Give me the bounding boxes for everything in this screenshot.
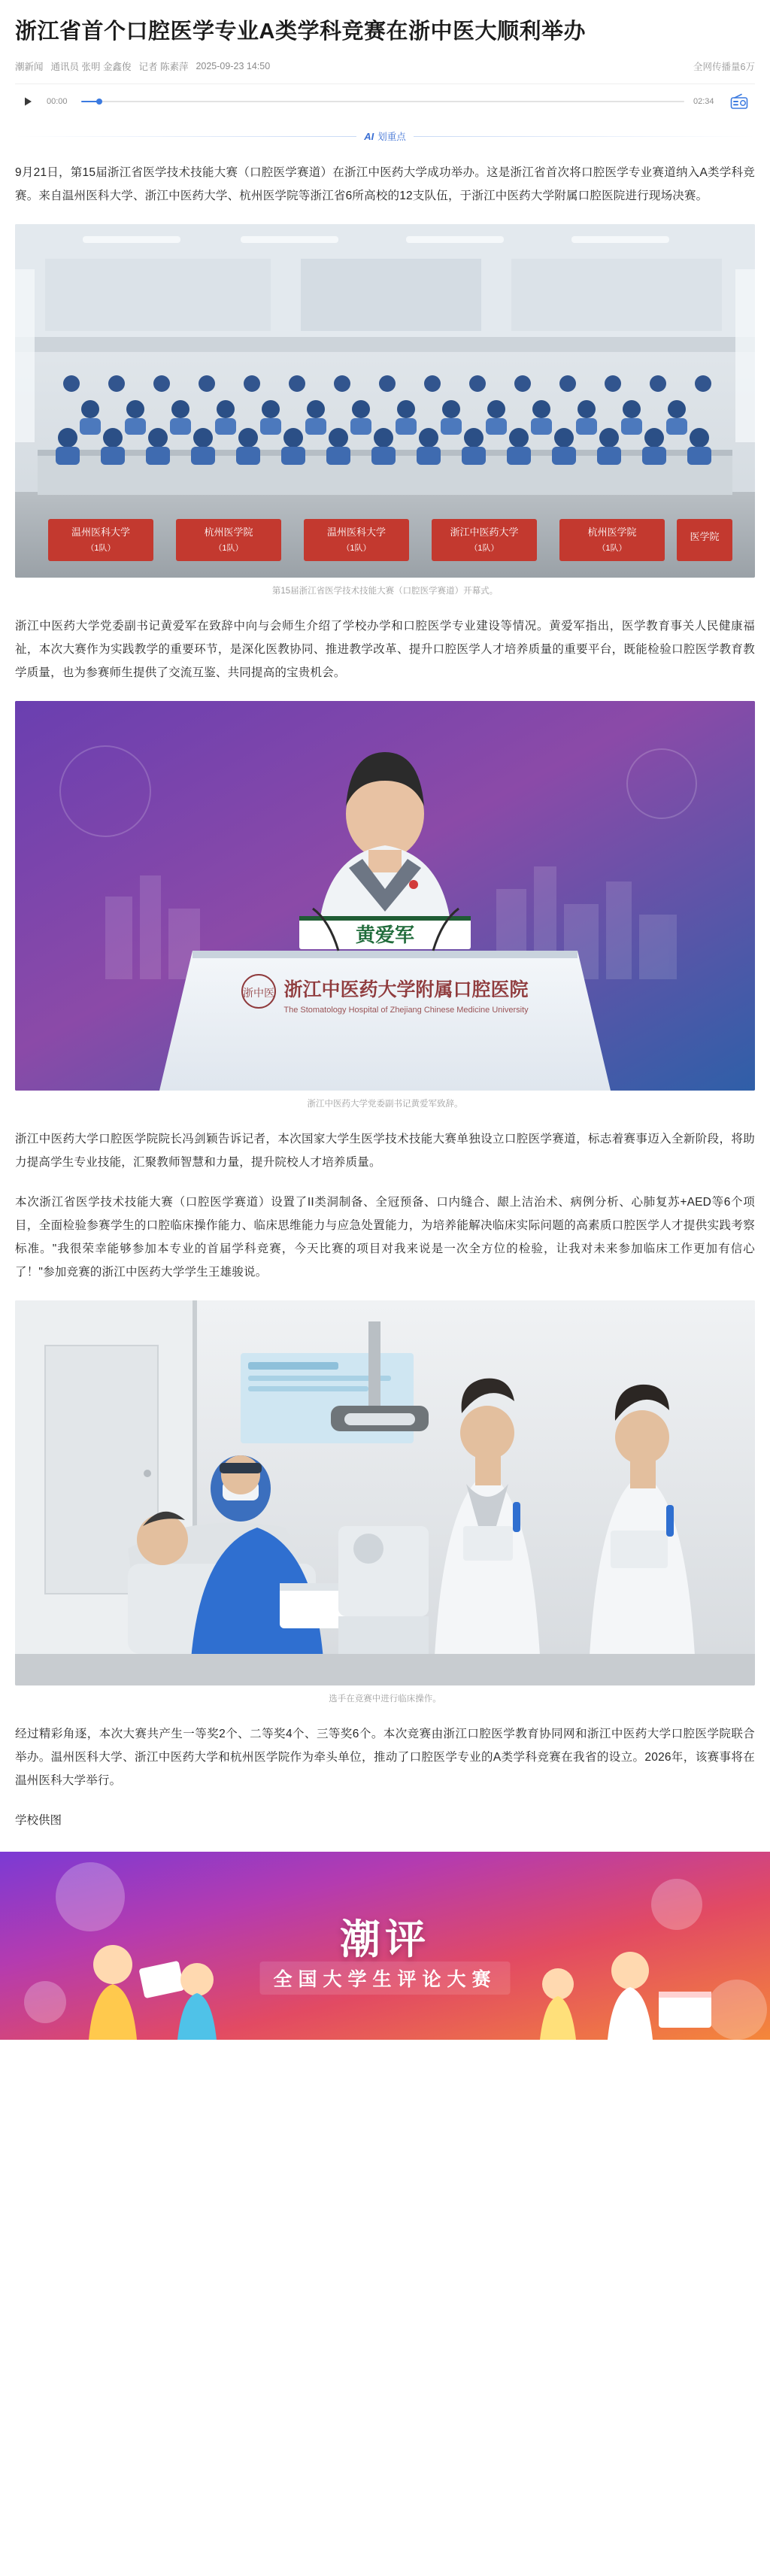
- byline-reporter: 记者 陈素萍: [138, 62, 189, 73]
- svg-text:浙中医: 浙中医: [243, 987, 274, 1000]
- speaker-podium-figure: [15, 701, 755, 1109]
- banner-subtitle: 全国大学生评论大赛: [259, 1962, 510, 1995]
- svg-text:温州医科大学: 温州医科大学: [326, 526, 387, 539]
- speaker-podium-photo: [15, 701, 755, 1091]
- svg-text:（1队）: （1队）: [214, 544, 244, 554]
- byline-views: 全网传播量6万: [693, 62, 755, 73]
- paragraph: 经过精彩角逐，本次大赛共产生一等奖2个、二等奖4个、三等奖6个。本次竞赛由浙江口腔医学教育协同网和浙江中医药大学口腔医学院联合举办。温州医科大学、浙江中医药大学和杭州医学院作为牵头单位，推动了口腔医学专业的A类学科竞赛在我省的设立。2026年，该赛事将在温州医科大学举行。: [15, 1728, 755, 1788]
- svg-text:医学院: 医学院: [690, 531, 720, 543]
- page-title: 浙江省首个口腔医学专业A类学科竞赛在浙中医大顺利举办: [15, 20, 586, 44]
- paragraph: 本次浙江省医学技术技能大赛（口腔医学赛道）设置了II类洞制备、全冠预备、口内缝合、龈上洁治术、病例分析、心肺复苏+AED等6个项目，全面检验参赛学生的口腔临床操作能力、临床思维能力与应急处置能力，为培养能解决临床实际问题的高素质口腔医学人才提供实践考察标准。"我很荣幸能够参加本专业的首届学科竞赛，今天比赛的项目对我来说是一次全方位的检验，让我对未来参加临床工作更加有信心了！"参加竞赛的浙江中医药大学学生王雄骏说。: [15, 1196, 755, 1279]
- svg-text:浙江中医药大学附属口腔医院: 浙江中医药大学附属口腔医院: [283, 979, 529, 1001]
- svg-text:（1队）: （1队）: [341, 544, 371, 554]
- paragraph: 浙江中医药大学党委副书记黄爱军在致辞中向与会师生介绍了学校办学和口腔医学专业建设等情况。黄爱军指出，医学教育事关人民健康福祉，本次大赛作为实践教学的重要环节，是深化医教协同、推进教学改革、提升口腔医学人才培养质量的重要平台，既能检验口腔医学教育教学质量，也为参赛师生提供了交流互鉴、共同提高的宝贵机会。: [15, 620, 755, 680]
- svg-text:浙江中医药大学: 浙江中医药大学: [450, 526, 519, 539]
- ai-divider-line-left: [15, 136, 356, 137]
- conference-hall-figure: [15, 224, 755, 596]
- audio-current-time: 00:00: [47, 97, 68, 107]
- paragraph: 9月21日，第15届浙江省医学技术技能大赛（口腔医学赛道）在浙江中医药大学成功举办。这是浙江省首次将口腔医学专业赛道纳入A类学科竞赛。来自温州医科大学、浙江中医药大学、杭州医学院等浙江省6所高校的12支队伍，于浙江中医药大学附属口腔医院进行现场决赛。: [15, 166, 755, 203]
- audio-duration: 02:34: [693, 97, 714, 107]
- audio-progress-knob[interactable]: [96, 99, 102, 105]
- clinic-competition-figure: [15, 1300, 755, 1704]
- ai-badge: AI: [364, 130, 374, 142]
- svg-text:杭州医学院: 杭州医学院: [204, 526, 253, 539]
- promo-banner[interactable]: [0, 1852, 770, 2040]
- audio-progress-track: [81, 101, 684, 102]
- ai-divider-line-right: [414, 136, 755, 137]
- ai-label-text: 划重点: [377, 132, 406, 143]
- byline-correspondent: 通讯员 张明 金鑫俊: [50, 62, 132, 73]
- figure-caption: 选手在竞赛中进行临床操作。: [329, 1695, 441, 1704]
- ai-summary-label[interactable]: [364, 129, 406, 143]
- svg-text:温州医科大学: 温州医科大学: [71, 526, 131, 539]
- svg-text:The Stomatology Hospital of Zh: The Stomatology Hospital of Zhejiang Chinese Medicine University: [283, 1006, 529, 1015]
- audio-player[interactable]: [15, 83, 755, 122]
- svg-text:杭州医学院: 杭州医学院: [587, 526, 637, 539]
- svg-text:（1队）: （1队）: [469, 544, 499, 554]
- svg-text:黄爱军: 黄爱军: [355, 924, 415, 947]
- banner-title: 潮评: [340, 1917, 430, 1963]
- byline: [15, 59, 755, 73]
- svg-text:（1队）: （1队）: [86, 544, 116, 554]
- play-icon[interactable]: [18, 92, 38, 111]
- clinic-competition-photo: [15, 1300, 755, 1685]
- figure-caption: 浙江中医药大学党委副书记黄爱军致辞。: [307, 1100, 463, 1109]
- paragraph: 浙江中医药大学口腔医学院院长冯剑颖告诉记者，本次国家大学生医学技术技能大赛单独设立口腔医学赛道，标志着赛事迈入全新阶段，将助力提高学生专业技能，汇聚教师智慧和力量，提升院校人才培养质量。: [15, 1133, 755, 1170]
- photo-credit: 学校供图: [15, 1814, 62, 1828]
- byline-source: 潮新闻: [15, 62, 44, 73]
- figure-caption: 第15届浙江省医学技术技能大赛（口腔医学赛道）开幕式。: [271, 587, 499, 596]
- svg-text:（1队）: （1队）: [597, 544, 627, 554]
- audio-progress-slider[interactable]: [81, 95, 684, 108]
- conference-hall-photo: [15, 224, 755, 578]
- ai-summary-divider[interactable]: [15, 129, 755, 143]
- byline-datetime: 2025-09-23 14:50: [196, 61, 271, 72]
- radio-icon[interactable]: [728, 92, 750, 111]
